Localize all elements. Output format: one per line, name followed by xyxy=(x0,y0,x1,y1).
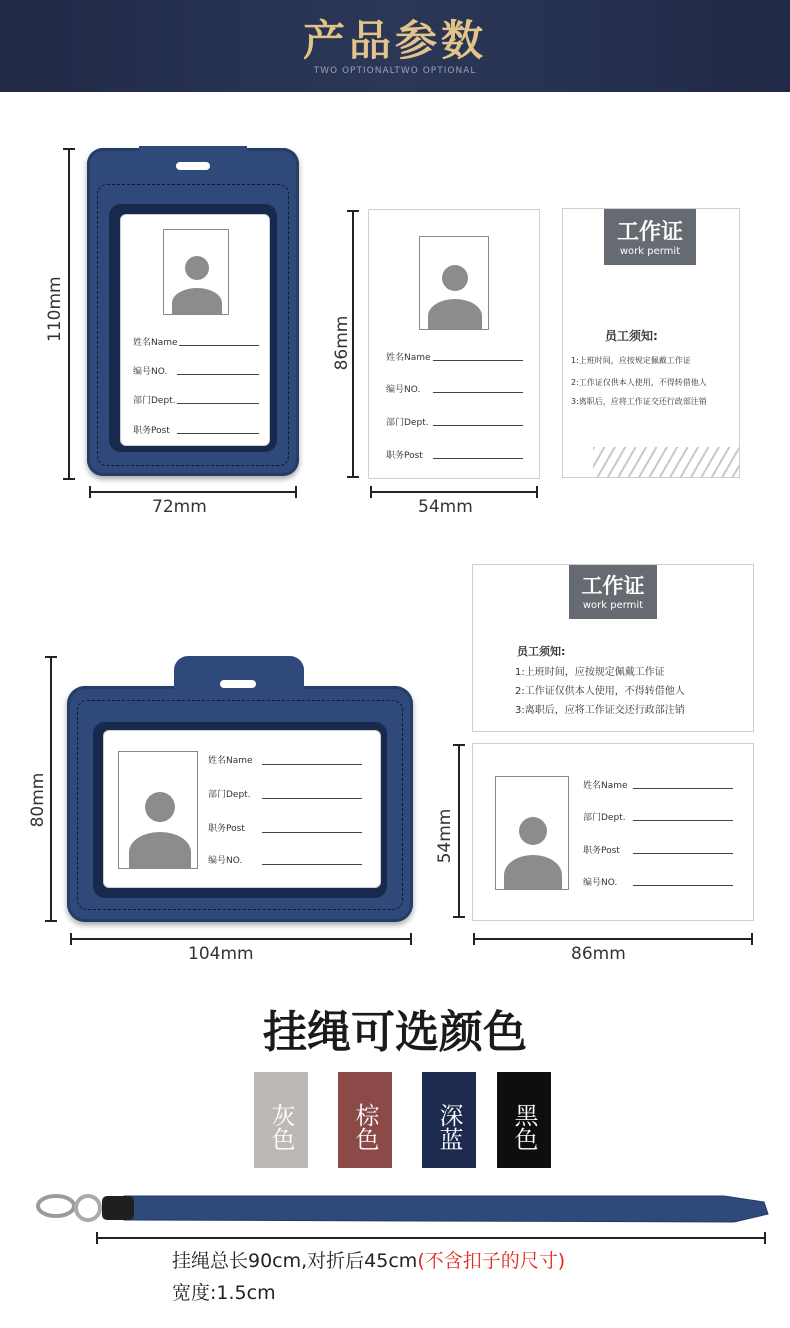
field-name-label: 姓名Name xyxy=(208,756,253,766)
field-line xyxy=(262,832,362,833)
notice-rule-3: 3:离职后，应将工作证交还行政部注销 xyxy=(515,705,685,716)
height-rule xyxy=(458,744,460,918)
field-post-label: 职务Post xyxy=(583,846,620,856)
holder-tab xyxy=(174,656,304,696)
permit-title: 工作证 xyxy=(581,574,645,598)
notice-heading: 员工须知: xyxy=(517,645,566,658)
field-line xyxy=(177,374,259,375)
permit-subtitle: work permit xyxy=(582,600,644,611)
width-rule xyxy=(70,938,412,940)
avatar-body-icon xyxy=(129,832,191,869)
notice-rule-2: 2:工作证仅供本人使用，不得转借他人 xyxy=(571,378,707,387)
field-line xyxy=(433,425,523,426)
avatar-head-icon xyxy=(442,265,468,291)
field-line xyxy=(433,458,523,459)
field-line xyxy=(633,820,733,821)
length-note: (不含扣子的尺寸) xyxy=(417,1250,566,1272)
horizontal-card-front xyxy=(472,743,754,921)
lanyard-colors-title: 挂绳可选颜色 xyxy=(263,1007,527,1058)
field-dept-label: 部门Dept. xyxy=(583,813,626,823)
height-rule xyxy=(352,210,354,478)
field-line xyxy=(633,788,733,789)
swivel-hook-icon xyxy=(38,1196,74,1216)
field-dept-label: 部门Dept. xyxy=(133,396,176,406)
field-line xyxy=(433,360,523,361)
field-dept-label: 部门Dept. xyxy=(386,418,429,428)
field-post-label: 职务Post xyxy=(386,451,423,461)
page-title: 产品参数 xyxy=(302,16,487,65)
field-post-label: 职务Post xyxy=(133,426,170,436)
field-line xyxy=(177,433,259,434)
avatar-body-icon xyxy=(504,855,562,890)
field-dept-label: 部门Dept. xyxy=(208,790,251,800)
field-no-label: 编号NO. xyxy=(386,385,421,395)
field-line xyxy=(262,798,362,799)
field-line xyxy=(179,345,259,346)
avatar-head-icon xyxy=(519,817,547,845)
length-main: 挂绳总长90cm,对折后45cm xyxy=(172,1250,418,1272)
avatar-body-icon xyxy=(172,288,222,315)
notice-rule-1: 1:上班时间，应按规定佩戴工作证 xyxy=(571,356,691,365)
field-line xyxy=(262,764,362,765)
lanyard-strap xyxy=(124,1196,768,1222)
permit-subtitle: work permit xyxy=(619,246,681,257)
field-post-label: 职务Post xyxy=(208,824,245,834)
slot-hole xyxy=(220,680,256,688)
width-label: 54mm xyxy=(418,497,473,517)
width-label: 72mm xyxy=(152,497,207,517)
photo-placeholder xyxy=(163,229,229,315)
length-text xyxy=(172,1246,565,1273)
height-rule xyxy=(50,656,52,922)
avatar-body-icon xyxy=(428,299,482,330)
swatch-navy: 深蓝 xyxy=(422,1072,476,1168)
width-text: 宽度:1.5cm xyxy=(172,1282,276,1304)
width-rule xyxy=(473,938,753,940)
swatch-black: 黑色 xyxy=(497,1072,551,1168)
lanyard-strap-image xyxy=(34,1186,774,1232)
horizontal-insert-card xyxy=(103,730,381,888)
slot-hole xyxy=(176,162,210,170)
lanyard-leather-cap xyxy=(102,1196,134,1220)
hatch-decoration xyxy=(593,447,739,477)
field-line xyxy=(262,864,362,865)
photo-placeholder xyxy=(419,236,489,330)
notice-rule-1: 1:上班时间，应按规定佩戴工作证 xyxy=(515,667,665,678)
length-rule xyxy=(96,1237,766,1239)
horizontal-card-back xyxy=(472,564,754,732)
field-name-label: 姓名Name xyxy=(386,353,431,363)
snap-ring-icon xyxy=(76,1196,100,1220)
width-label: 104mm xyxy=(188,944,254,964)
width-rule xyxy=(89,491,297,493)
height-label: 86mm xyxy=(332,315,352,371)
vertical-card-back xyxy=(562,208,740,478)
avatar-head-icon xyxy=(185,256,209,280)
height-label: 110mm xyxy=(45,276,65,342)
work-permit-badge xyxy=(604,209,696,265)
notice-heading: 员工须知: xyxy=(605,329,658,343)
work-permit-badge xyxy=(569,565,657,619)
field-line xyxy=(177,403,259,404)
photo-placeholder xyxy=(118,751,198,869)
height-label: 80mm xyxy=(28,772,48,828)
notice-rule-2: 2:工作证仅供本人使用，不得转借他人 xyxy=(515,686,685,697)
field-name-label: 姓名Name xyxy=(583,781,628,791)
photo-placeholder xyxy=(495,776,569,890)
field-no-label: 编号NO. xyxy=(583,878,618,888)
field-line xyxy=(433,392,523,393)
height-label: 54mm xyxy=(435,808,455,864)
field-no-label: 编号NO. xyxy=(208,856,243,866)
width-rule xyxy=(370,491,538,493)
notice-rule-3: 3:离职后，应将工作证交还行政部注销 xyxy=(571,397,707,406)
page-subtitle: TWO OPTIONALTWO OPTIONAL xyxy=(313,66,477,76)
avatar-head-icon xyxy=(145,792,175,822)
field-no-label: 编号NO. xyxy=(133,367,168,377)
swatch-gray: 灰色 xyxy=(254,1072,308,1168)
field-line xyxy=(633,853,733,854)
vertical-card-front xyxy=(368,209,540,479)
permit-title: 工作证 xyxy=(616,220,683,245)
height-rule xyxy=(68,148,70,480)
vertical-insert-card xyxy=(120,214,270,446)
swatch-brown: 棕色 xyxy=(338,1072,392,1168)
field-name-label: 姓名Name xyxy=(133,338,178,348)
field-line xyxy=(633,885,733,886)
width-label: 86mm xyxy=(571,944,626,964)
